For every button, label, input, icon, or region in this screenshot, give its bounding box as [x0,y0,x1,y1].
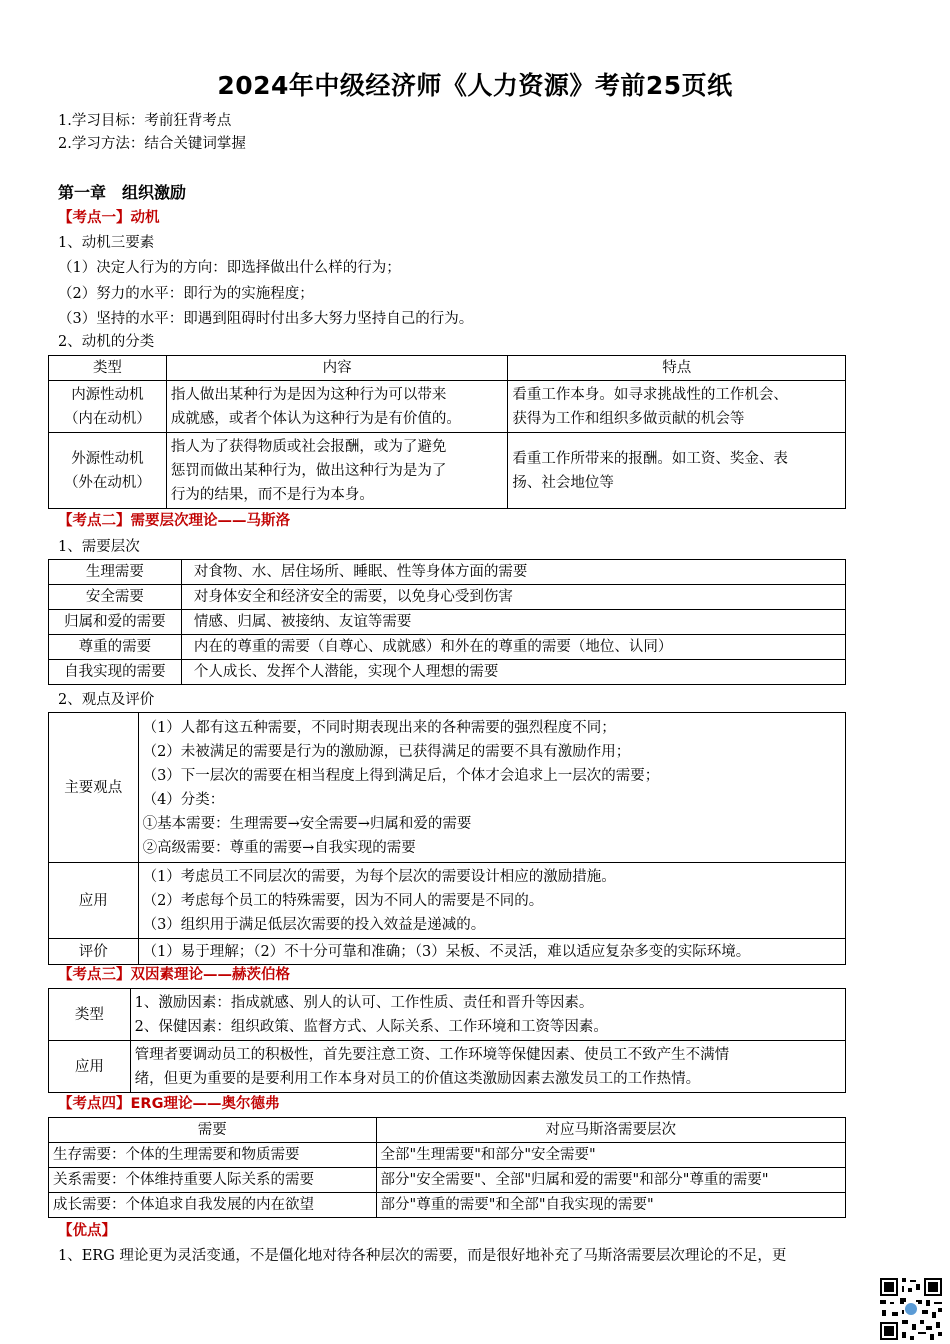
table-cell: 应用 [49,1041,131,1093]
table-cell: 部分"尊重的需要"和全部"自我实现的需要" [376,1193,845,1218]
table-cell: 对食物、水、居住场所、睡眠、性等身体方面的需要 [181,560,845,585]
maslow-views-table [48,712,846,965]
table-cell: 生理需要 [49,560,182,585]
kd1-heading: 【考点一】动机 [58,210,160,226]
table-cell: 个人成长、发挥个人潜能，实现个人理想的需要 [181,660,845,685]
table-cell: 评价 [49,939,139,965]
table-cell: 归属和爱的需要 [49,610,182,635]
table-cell: 情感、归属、被接纳、友谊等需要 [181,610,845,635]
kd2-section-1: 1、需要层次 [58,539,140,555]
table-cell: 应用 [49,863,139,939]
table-cell: 内在的尊重的需要（自尊心、成就感）和外在的尊重的需要（地位、认同） [181,635,845,660]
table-cell: 外源性动机 （外在动机） [49,433,167,509]
table-cell: 生存需要：个体的生理需要和物质需要 [49,1143,377,1168]
table-cell: 看重工作本身。如寻求挑战性的工作机会、 获得为工作和组织多做贡献的机会等 [508,381,846,433]
kd1-section-2: 2、动机的分类 [58,334,155,350]
table-cell: 类型 [49,989,131,1041]
table-cell: 对身体安全和经济安全的需要，以免身心受到伤害 [181,585,845,610]
erg-table [48,1117,846,1218]
table-cell: 指人为了获得物质或社会报酬，或为了避免 惩罚而做出某种行为，做出这种行为是为了 行为的结果，而不是行为本身。 [166,433,508,509]
table-cell: 1、激励因素：指成就感、别人的认可、工作性质、责任和晋升等因素。 2、保健因素：组织政策、监督方式、人际关系、工作环境和工资等因素。 [130,989,845,1041]
kd1-item-3: （3）坚持的水平：即遇到阻碍时付出多大努力坚持自己的行为。 [58,311,474,327]
table-cell: （1）人都有这五种需要，不同时期表现出来的各种需要的强烈程度不同； （2）未被满足的需要是行为的激励源，已获得满足的需要不具有激励作用； （3）下一层次的需要在相当程度上得到满足后，个体才会追求上一层次的需要； （4）分类： ①基本需要：生理需要→安全需要→归属和爱的需要 ②高级需要：尊重的需要→自我实现的需要 [138,713,845,863]
advantages-line-1: 1、ERG 理论更为灵活变通，不是僵化地对待各种层次的需要，而是很好地补充了马斯洛需要层次理论的不足，更 [58,1248,787,1264]
qr-code-icon [878,1276,944,1342]
table-cell: 管理者要调动员工的积极性，首先要注意工资、工作环境等保健因素、使员工不致产生不满情 绪，但更为重要的是要利用工作本身对员工的价值这类激励因素去激发员工的工作热情。 [130,1041,845,1093]
table-cell: 关系需要：个体维持重要人际关系的需要 [49,1168,377,1193]
table-cell: 尊重的需要 [49,635,182,660]
advantages-heading: 【优点】 [58,1223,116,1239]
table-cell: （1）考虑员工不同层次的需要，为每个层次的需要设计相应的激励措施。 （2）考虑每个员工的特殊需要，因为不同人的需要是不同的。 （3）组织用于满足低层次需要的投入效益是递减的。 [138,863,845,939]
table-cell: 指人做出某种行为是因为这种行为可以带来 成就感，或者个体认为这种行为是有价值的。 [166,381,508,433]
intro-line-2: 2.学习方法：结合关键词掌握 [58,136,246,152]
kd1-item-2: （2）努力的水平：即行为的实施程度； [58,286,314,302]
header-content: 内容 [166,356,508,381]
kd2-section-2: 2、观点及评价 [58,692,155,708]
table-cell: 部分"安全需要"、全部"归属和爱的需要"和部分"尊重的需要" [376,1168,845,1193]
table-cell: 主要观点 [49,713,139,863]
kd4-heading: 【考点四】ERG理论——奥尔德弗 [58,1096,280,1112]
kd2-heading: 【考点二】需要层次理论——马斯洛 [58,513,290,529]
table-cell: 需要 [49,1118,377,1143]
needs-levels-table [48,559,846,685]
kd3-heading: 【考点三】双因素理论——赫茨伯格 [58,967,290,983]
table-cell: 成长需要：个体追求自我发展的内在欲望 [49,1193,377,1218]
table-cell: （1）易于理解；（2）不十分可靠和准确；（3）呆板、不灵活，难以适应复杂多变的实际环境。 [138,939,845,965]
table-cell: 自我实现的需要 [49,660,182,685]
kd1-item-1: （1）决定人行为的方向：即选择做出什么样的行为； [58,260,401,276]
two-factor-table [48,988,846,1093]
header-feature: 特点 [508,356,846,381]
intro-line-1: 1.学习目标：考前狂背考点 [58,113,232,129]
header-type: 类型 [49,356,167,381]
motivation-table [48,355,846,509]
table-cell: 内源性动机 （内在动机） [49,381,167,433]
table-cell: 安全需要 [49,585,182,610]
kd1-section-1: 1、动机三要素 [58,235,155,251]
table-cell: 全部"生理需要"和部分"安全需要" [376,1143,845,1168]
table-cell: 对应马斯洛需要层次 [376,1118,845,1143]
page-title: 2024年中级经济师《人力资源》考前25页纸 [217,71,733,100]
table-cell: 看重工作所带来的报酬。如工资、奖金、表 扬、社会地位等 [508,433,846,509]
chapter-heading: 第一章 组织激励 [58,183,187,202]
